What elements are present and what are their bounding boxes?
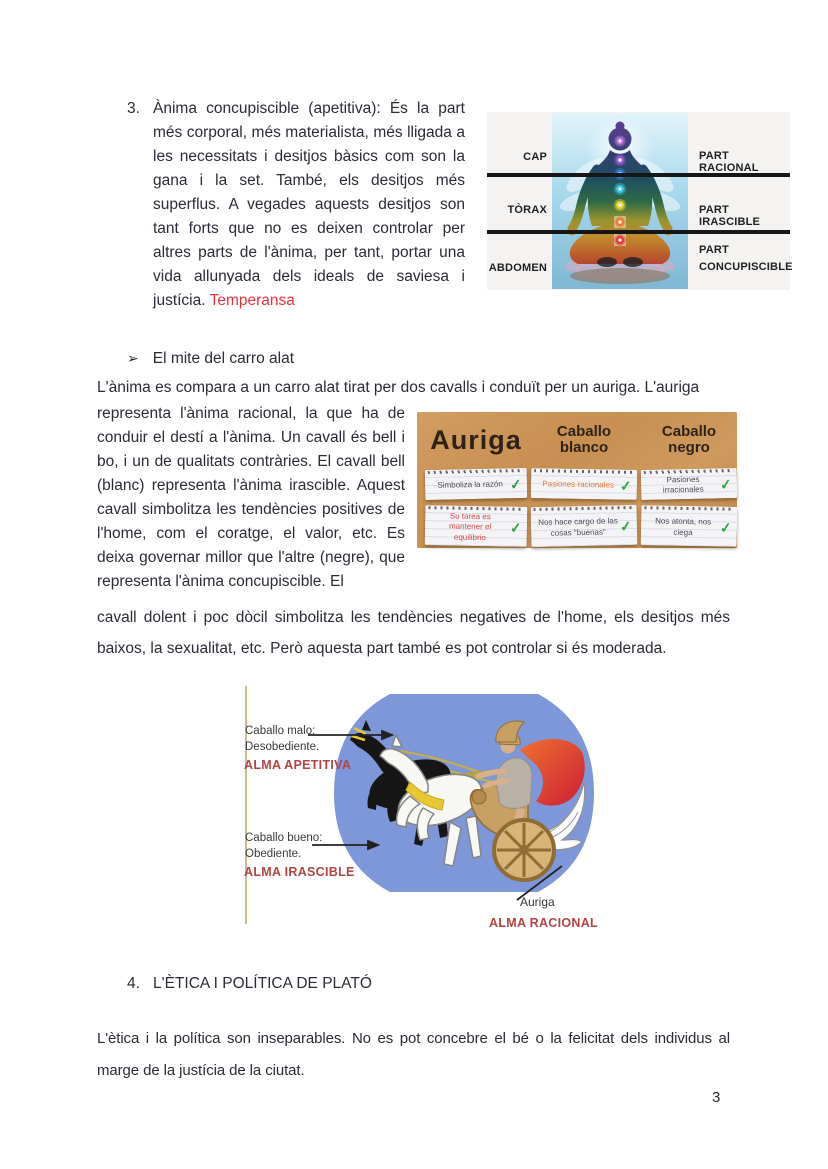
label-part-irascible: PART IRASCIBLE [699, 204, 761, 228]
label-part-racional: PART RACIONAL [699, 150, 759, 174]
label-torax: TÒRAX [507, 204, 547, 216]
arrow-bullet-icon: ➢ [127, 350, 139, 366]
anima-text: Ànima concupiscible (apetitiva): És la part més corporal, més materialista, més lligada a les necessitats i desitjos bàsics com son la gana i la set. També, els desitjos més superflus. A vegades aquests desitjos son tant forts que no es deixen controlar per altres parts de l'ànima, per tant, portar una vida allunyada dels ideals de saviesa i justícia. [153, 100, 465, 309]
soul-parts-figure [487, 112, 793, 290]
alma-irascible-label: ALMA IRASCIBLE [244, 865, 355, 879]
temperansa-highlight: Temperansa [209, 292, 295, 309]
board-header-auriga: Auriga [430, 424, 522, 455]
note-simboliza-razon: Simboliza la razón ✓ [425, 468, 528, 500]
heading-number: 4. [127, 975, 140, 992]
list-number: 3. [127, 100, 140, 117]
myth-left-text: representa l'ànima racional, la que ha de conduir el destí a l'ànima. Un cavall és bell i bo, i un de qualitats contràries. El cavall bell (blanc) representa l'ànima irascible. Aquest cavall simbolitza les tendències positives de l'home, com el coratge, el valor, etc. Es deixa governar millor que l'altre (negre), que representa l'ànima concupiscible. El [97, 405, 405, 590]
chariot-annotation-arrows [240, 678, 600, 928]
note-mantener-equilibrio: Su tarea es mantener el equilibrio ✓ [425, 505, 528, 547]
auriga-comparison-board [417, 412, 737, 548]
myth-columns [97, 402, 733, 594]
anima-paragraph [153, 97, 465, 313]
bad-horse-label: Caballo malo: Desobediente. [245, 725, 320, 753]
myth-heading [127, 346, 730, 371]
myth-bottom-paragraph: cavall dolent i poc dòcil simbolitza les tendències negatives de l'home, els desitjos més baixos, la sexualitat, etc. Però aquesta part també es pot controlar si és moderada. [97, 609, 730, 657]
myth-intro-paragraph: L'ànima es compara a un carro alat tirat per dos cavalls i conduït per un auriga. L'auriga [97, 379, 700, 396]
check-icon: ✓ [619, 477, 633, 495]
figure-divider-line-2 [487, 230, 790, 234]
winged-chariot-figure [240, 678, 600, 928]
check-icon: ✓ [509, 475, 523, 493]
check-icon: ✓ [619, 517, 633, 535]
ethics-paragraph: L'ètica i la política son inseparables. No es pot concebre el bé o la felicitat dels individus al marge de la justícia de la ciutat. [97, 1030, 730, 1079]
heading-title: L'ÈTICA I POLÍTICA DE PLATÓ [153, 975, 372, 992]
alma-racional-label: ALMA RACIONAL [489, 916, 598, 930]
page-content [97, 0, 793, 1087]
note-pasiones-irracionales: Pasiones irracionales ✓ [641, 468, 738, 500]
auriga-label: Auriga [520, 895, 555, 909]
check-icon: ✓ [719, 475, 733, 493]
note-atonta-ciega: Nos atonta, nos ciega ✓ [641, 505, 738, 547]
meditation-figure-image [552, 113, 688, 289]
label-abdomen: ABDOMEN [488, 262, 547, 274]
alma-apetitiva-label: ALMA APETITIVA [244, 758, 352, 772]
good-horse-label: Caballo bueno: Obediente. [245, 832, 323, 860]
check-icon: ✓ [719, 519, 733, 536]
check-icon: ✓ [509, 519, 523, 536]
myth-title: El mite del carro alat [152, 350, 295, 367]
label-part-concupiscible: PART CONCUPISCIBLE [699, 244, 793, 274]
board-header-caballo-negro: Caballo negro [661, 422, 717, 456]
note-pasiones-racionales: Pasiones racionales ✓ [531, 468, 638, 500]
note-cosas-buenas: Nos hace cargo de las cosas "buenas" ✓ [531, 505, 638, 547]
page-number: 3 [712, 1089, 721, 1106]
list-item-3 [127, 97, 465, 313]
label-cap: CAP [523, 151, 547, 163]
board-header-caballo-blanco: Caballo blanco [556, 422, 612, 456]
anima-concupiscible-section [97, 97, 793, 313]
ethics-heading [127, 972, 730, 996]
